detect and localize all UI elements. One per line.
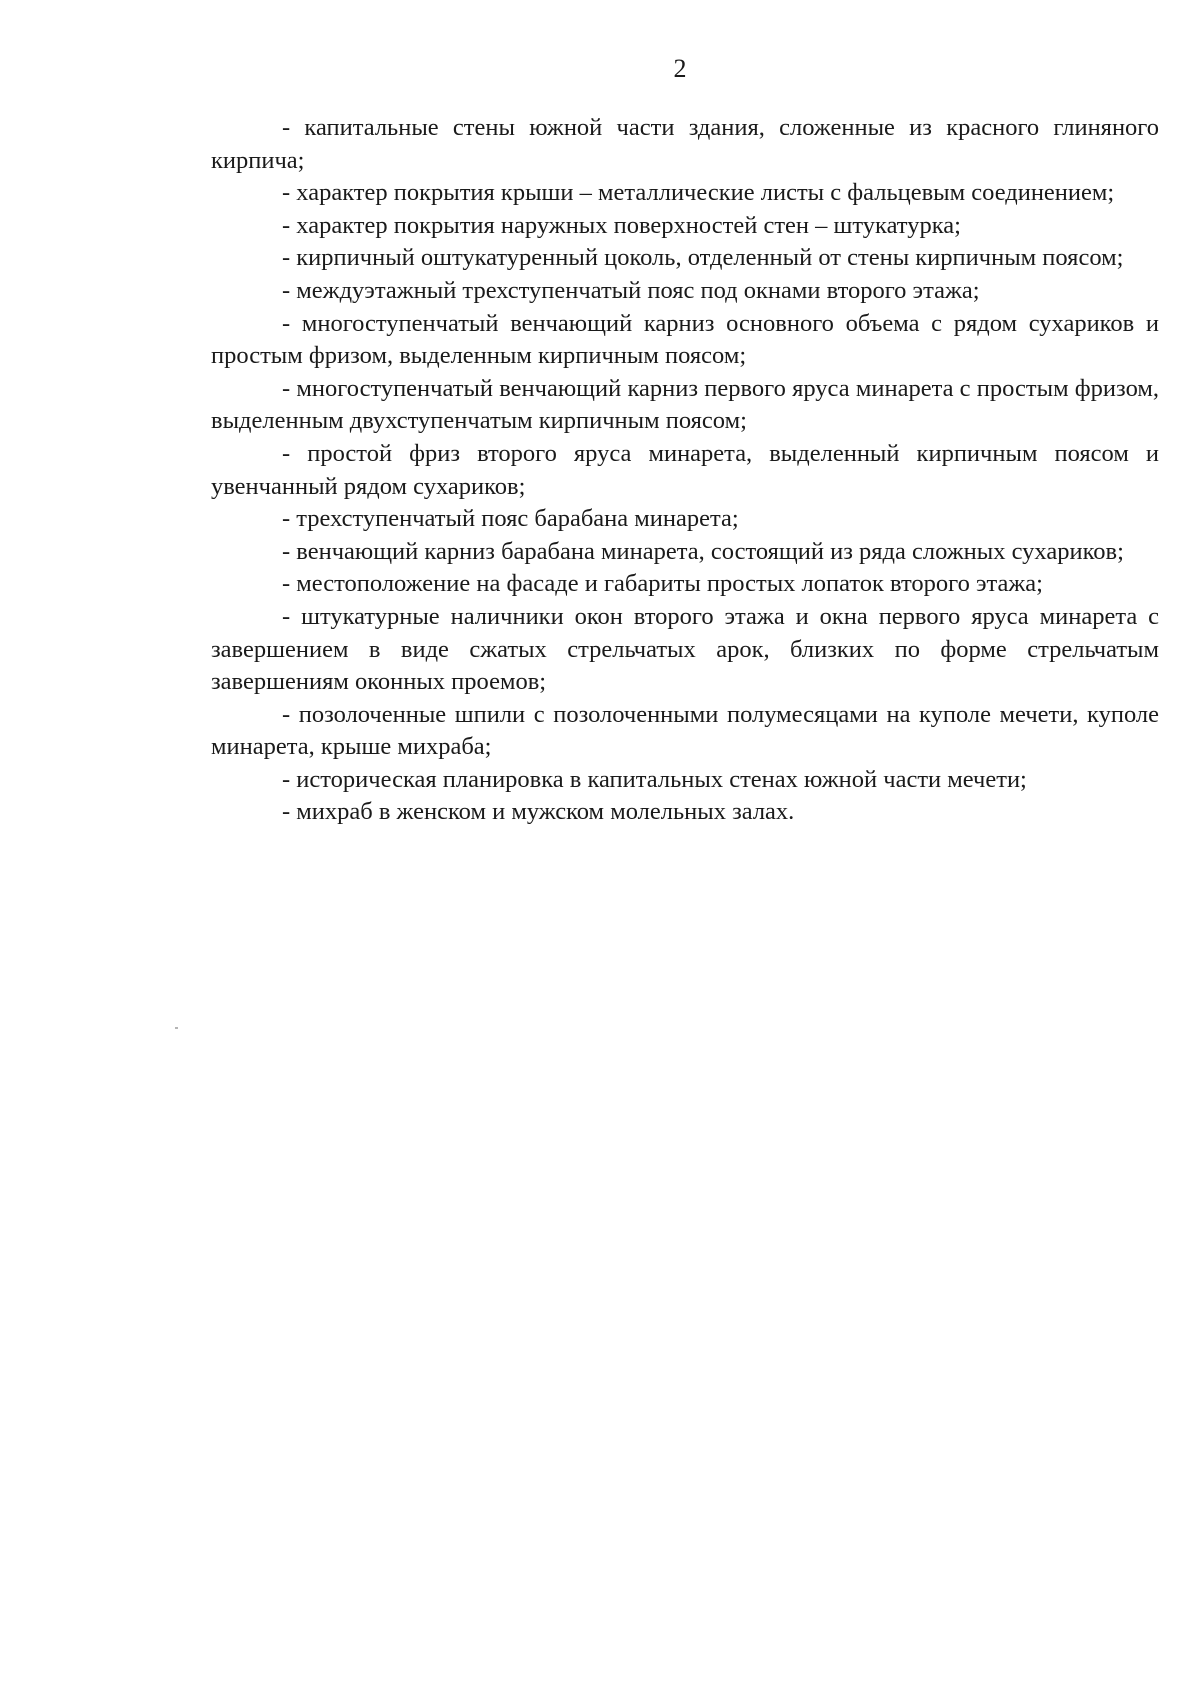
list-item: - многоступенчатый венчающий карниз первого яруса минарета с простым фризом, выделенным двухступенчатым кирпичным поясом; [211,374,1159,435]
document-body [211,112,1159,829]
list-item: - капитальные стены южной части здания, сложенные из красного глиняного кирпича; [211,114,1159,174]
list-item: - венчающий карниз барабана минарета, состоящий из ряда сложных сухариков; [282,537,1124,565]
list-item: - трехступенчатый пояс барабана минарета; [282,505,739,533]
list-item: - междуэтажный трехступенчатый пояс под окнами второго этажа; [282,276,980,304]
list-item: - многоступенчатый венчающий карниз основного объема с рядом сухариков и простым фризом, выделенным кирпичным поясом; [211,309,1159,370]
list-item: - позолоченные шпили с позолоченными полумесяцами на куполе мечети, куполе минарета, крыше михраба; [211,700,1159,761]
scan-artifact [175,1027,178,1029]
list-item: - кирпичный оштукатуренный цоколь, отделенный от стены кирпичным поясом; [282,244,1124,272]
list-item: - историческая планировка в капитальных стенах южной части мечети; [282,765,1027,793]
list-item: - местоположение на фасаде и габариты простых лопаток второго этажа; [282,570,1043,598]
list-item: - михраб в женском и мужском молельных залах. [282,798,795,826]
list-item: - простой фриз второго яруса минарета, выделенный кирпичным поясом и увенчанный рядом сухариков; [211,439,1159,500]
list-item: - штукатурные наличники окон второго этажа и окна первого яруса минарета с завершением в виде сжатых стрельчатых арок, близких по форме стрельчатым завершениям оконных проемов; [211,602,1159,696]
page-number: 2 [673,54,687,83]
list-item: - характер покрытия крыши – металлические листы с фальцевым соединением; [282,179,1115,207]
list-item: - характер покрытия наружных поверхностей стен – штукатурка; [282,211,961,239]
